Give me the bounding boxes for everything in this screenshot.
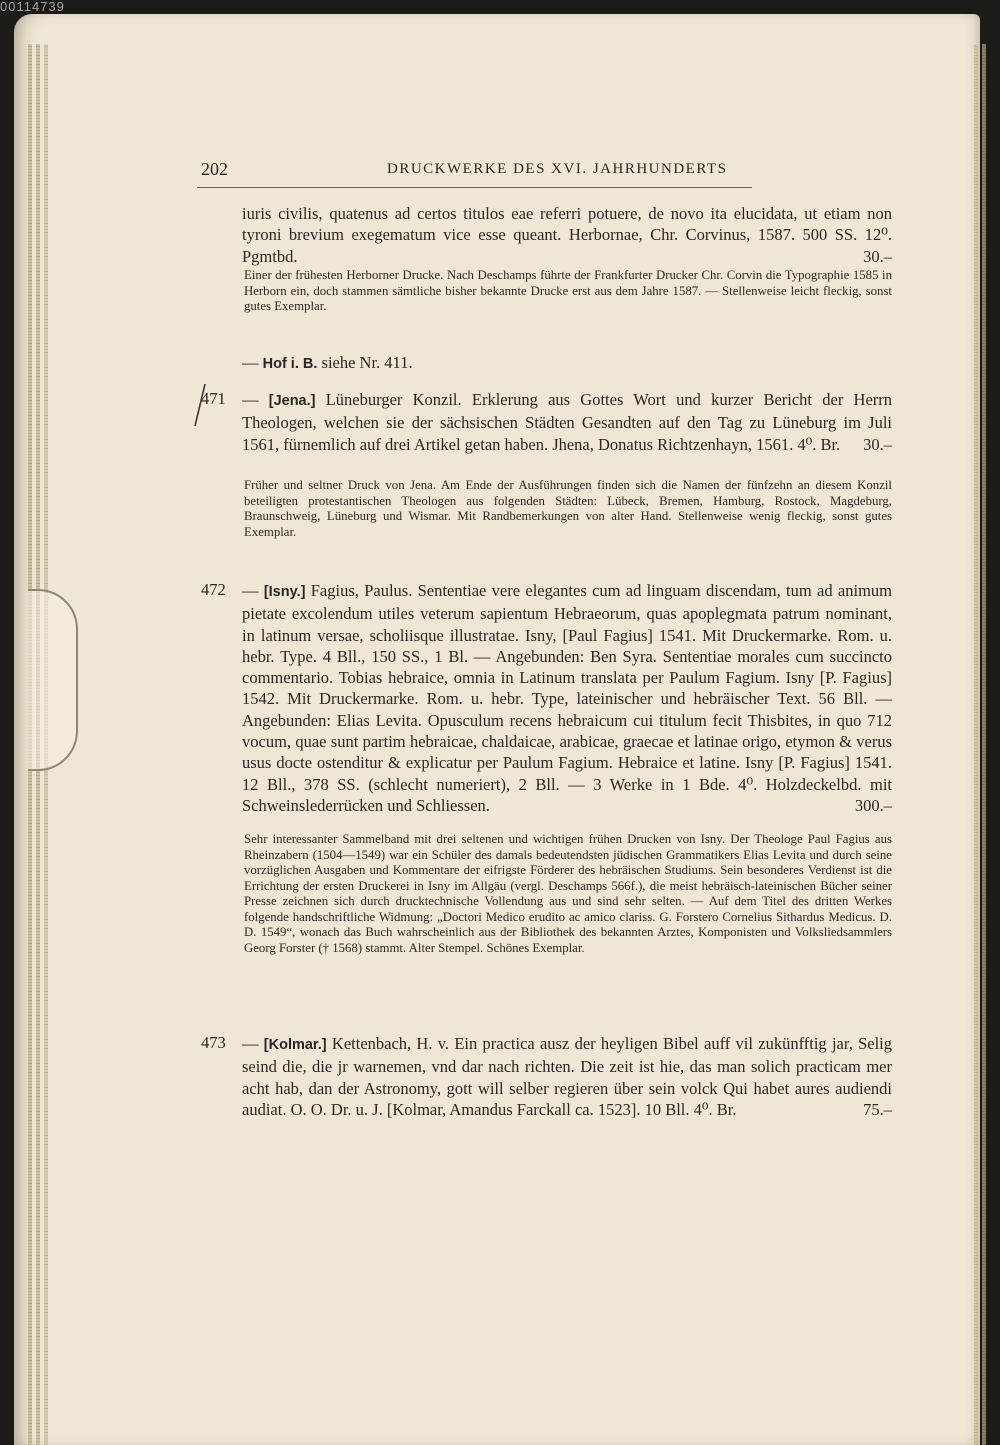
running-title: DRUCKWERKE DES XVI. JAHRHUNDERTS — [387, 161, 728, 177]
entry-note: Einer der frühesten Herborner Drucke. Nach Deschamps führte der Frankfurter Drucker Chr. Corvin die Typographie 1585 in Herborn ein, doch stammen sämtliche bisher bekannte Drucke erst aus dem Jahre 1587. — Stellenweise leicht fleckig, sonst gutes Exemplar. — [244, 268, 892, 313]
entry-note: Sehr interessanter Sammelband mit drei seltenen und wichtigen frühen Drucken von Isny. Der Theologe Paul Fagius aus Rheinzabern (1504—1549) war ein Schüler des damals bedeutendsten jüdischen Grammatikers Elias Levita und durch seine vorzüglichen Ausgaben und Kommentare der eifrigste Förderer des hebräischen Studiums. Sein besonderes Verdienst ist die Errichtung der ersten Druckerei in Isny im Allgäu (vergl. Deschamps 566f.), die meist hebräisch-lateinischen Bücher seiner Presse zeichnen sich durch drucktechnische Vollendung aus und sind sehr selten. — Auf dem Titel des dritten Werkes folgende handschriftliche Widmung: „Doctori Medico erudito ac amico clariss. G. Forstero Cornelius Sithardus Medicus. D. D. 1549“, wonach das Buch wahrscheinlich aus der Bibliothek des bekannten Arztes, Komponisten und Volksliedsammlers Georg Forster († 1568) stammt. Alter Stempel. Schönes Exemplar. — [244, 832, 892, 955]
entry-text: Kettenbach, H. v. Ein practica ausz der heyligen Bibel auff vil zukünfftig jar, Selig seind die, die jr warnemen, vnd dar nach richten. Die zeit ist hie, das man solich practicam mer acht hab, dan der Astronomy, gott will selber regieren über sein volck Qui habet aures audiendi audiat. O. O. Dr. u. J. [Kolmar, Amandus Farckall ca. 1523]. 10 Bll. 4⁰. Br. — [242, 1034, 893, 1119]
entry-heading: Hof i. B. — [262, 356, 318, 372]
entry-text: Lüneburger Konzil. Erklerung aus Gottes Wort und kurzer Bericht der Herrn Theologen, welchen sie der sächsischen Städten Gesandten auf den Tag zu Lüneburg im Juli 1561, fürnemlich auf drei Artikel getan haben. Jhena, Donatus Richtzenhayn, 1561. 4⁰. Br. — [242, 390, 893, 454]
entry-dash: — — [242, 353, 259, 372]
entry-price: 75.– — [863, 1099, 892, 1119]
entry-dash: — — [242, 581, 259, 600]
entry-number: 473 — [201, 1033, 226, 1052]
entry-price: 30.– — [863, 434, 892, 454]
page-header — [197, 159, 752, 188]
scan-id: 00114739 — [0, 0, 65, 14]
page-edges-right — [982, 44, 986, 1445]
entry-number: 472 — [201, 580, 226, 599]
entry-cross-reference — [242, 352, 892, 375]
entry-472 — [242, 580, 892, 816]
entry-note: Früher und seltner Druck von Jena. Am Ende der Ausführungen finden sich die Namen der fünfzehn an diesem Konzil beteiligten protestantischen Theologen aus folgenden Städten: Lübeck, Bremen, Hamburg, Rostock, Magdeburg, Braunschweig, Lüneburg und Wismar. Mit Randbemerkungen von alter Hand. Stellenweise wenig fleckig, sonst gutes Exemplar. — [244, 478, 892, 539]
entry-dash: — — [242, 1034, 259, 1053]
entry-text: Fagius, Paulus. Sententiae vere elegantes cum ad linguam discendam, tum ad animum pietate excolendum utiles veterum sapientum Hebraeorum, quas apoplegmata patrum nominant, in latinum versae, scholiisque illustratae. Isny, [Paul Fagius] 1541. Mit Druckermarke. Rom. u. hebr. Type. 4 Bll., 150 SS., 1 Bl. — Angebunden: Ben Syra. Sententiae morales cum succincto commentario. Tobias hebraice, omnia in Latinum translata per Paulum Fagium. Isny [P. Fagius] 1542. Mit Druckermarke. Rom. u. hebr. Type, lateinischer und hebräischer Text. 56 Bll. — Angebunden: Elias Levita. Opusculum recens hebraicum cui titulum fecit Thisbites, in quo 712 vocum, quae sunt partim hebraicae, chaldaicae, arabicae, graecae et latinae origo, etymon & verus usus docte ostenditur & explicatur per Paulum Fagium. Hebraice et latine. Isny [P. Fagius] 1541. 12 Bll., 378 SS. (schlecht numeriert), 2 Bll. — 3 Werke in 1 Bde. 4⁰. Holzdeckelbd. mit Schweinslederrücken und Schliessen. — [242, 581, 892, 815]
entry-text: siehe Nr. 411. — [321, 353, 413, 372]
entry-dash: — — [242, 390, 259, 409]
entry-continuation — [242, 203, 892, 267]
entry-471 — [242, 389, 892, 455]
entry-place: [Jena.] — [268, 393, 316, 409]
page-edges-right — [974, 44, 978, 1445]
entry-price: 30.– — [863, 246, 892, 266]
entry-price: 300.– — [854, 795, 892, 815]
entry-473 — [242, 1033, 892, 1120]
page-clip — [28, 589, 78, 771]
entry-place: [Isny.] — [263, 584, 306, 600]
entry-place: [Kolmar.] — [263, 1037, 327, 1053]
entry-text: iuris civilis, quatenus ad certos titulos eae referri potuere, de novo ita elucidata, ut etiam non tyroni brevium exegematum vice esse queant. Herbornae, Chr. Corvinus, 1587. 500 SS. 12⁰. Pgmtbd. — [242, 204, 892, 266]
entry-number: 471 — [201, 389, 226, 408]
page-number: 202 — [201, 159, 228, 179]
